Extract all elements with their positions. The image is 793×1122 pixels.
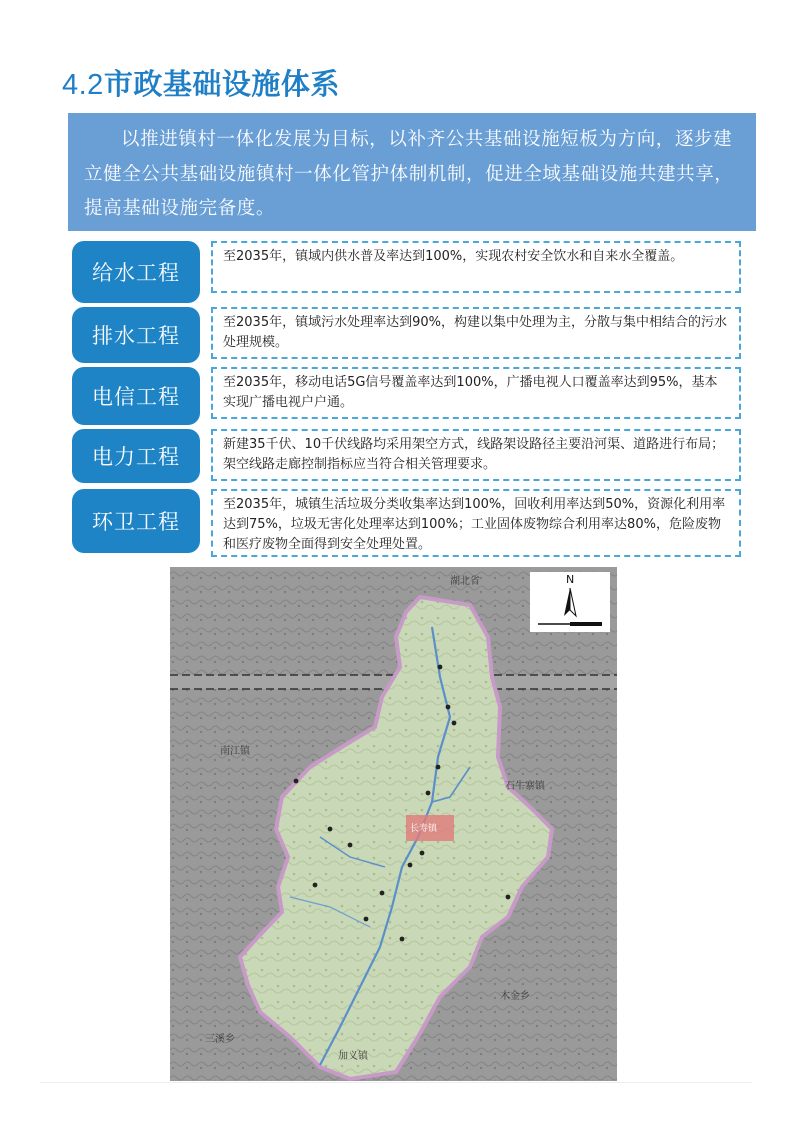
intro-text: 以推进镇村一体化发展为目标，以补齐公共基础设施短板为方向，逐步建立健全公共基础设施镇村一体化管护体制机制，促进全域基础设施共建共享，提高基础设施完备度。 (84, 129, 734, 219)
intro-box (68, 113, 756, 231)
map-label-east: 石牛寨镇 (505, 781, 545, 792)
map-graphic (170, 567, 617, 1081)
map-label-west: 南江镇 (220, 746, 250, 757)
map-label-north: 湖北省 (450, 576, 480, 587)
map-label-center: 长寿镇 (410, 824, 438, 834)
item-label: 电力工程 (72, 429, 200, 483)
item-text: 至2035年，城镇生活垃圾分类收集率达到100%，回收利用率达到50%，资源化利用率达到75%，垃圾无害化处理率达到100%；工业固体废物综合利用率达80%，危险废物和医疗废物全面得到安全处理处置。 (211, 489, 741, 557)
item-label: 排水工程 (72, 307, 200, 363)
item-label: 给水工程 (72, 241, 200, 303)
item-text: 至2035年，镇域污水处理率达到90%，构建以集中处理为主，分散与集中相结合的污水处理规模。 (211, 307, 741, 359)
compass (530, 572, 610, 632)
map-label-south: 加义镇 (338, 1051, 368, 1062)
page-title (62, 62, 340, 103)
section-title: 市政基础设施体系 (103, 67, 340, 101)
item-text: 至2035年，移动电话5G信号覆盖率达到100%，广播电视人口覆盖率达到95%，基本实现广播电视户户通。 (211, 367, 741, 419)
compass-north-label: N (566, 573, 575, 586)
item-label: 环卫工程 (72, 489, 200, 553)
infrastructure-map (170, 567, 617, 1081)
map-label-southwest: 三溪乡 (205, 1034, 235, 1045)
item-text: 新建35千伏、10千伏线路均采用架空方式，线路架设路径主要沿河渠、道路进行布局；架空线路走廊控制指标应当符合相关管理要求。 (211, 429, 741, 481)
item-label: 电信工程 (72, 367, 200, 425)
item-text: 至2035年，镇域内供水普及率达到100%，实现农村安全饮水和自来水全覆盖。 (211, 241, 741, 293)
map-label-southeast: 木金乡 (500, 991, 530, 1002)
footer-divider (40, 1082, 752, 1083)
section-number: 4.2 (62, 69, 104, 101)
